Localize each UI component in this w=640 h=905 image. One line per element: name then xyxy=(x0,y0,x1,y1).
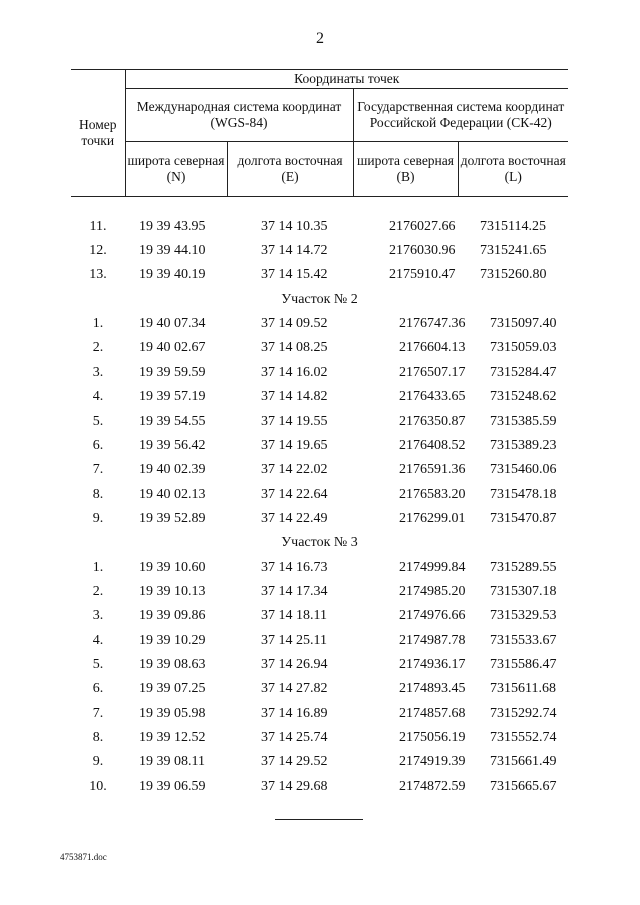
cell-lon-e: 37 14 16.73 xyxy=(261,559,328,575)
table-row xyxy=(71,458,568,482)
cell-lat-b: 2176591.36 xyxy=(399,462,466,478)
cell-lat-b: 2176604.13 xyxy=(399,340,466,356)
cell-lat-n: 19 39 57.19 xyxy=(139,389,206,405)
cell-lat-n: 19 40 07.34 xyxy=(139,316,206,332)
cell-lon-l: 7315248.62 xyxy=(490,389,557,405)
cell-lat-n: 19 39 10.13 xyxy=(139,583,206,599)
cell-lon-l: 7315661.49 xyxy=(490,754,557,770)
cell-lat-b: 2174976.66 xyxy=(399,608,466,624)
cell-lon-e: 37 14 10.35 xyxy=(261,218,328,234)
table-row xyxy=(71,726,568,750)
cell-lat-b: 2176408.52 xyxy=(399,437,466,453)
cell-lat-b: 2174919.39 xyxy=(399,754,466,770)
table-row xyxy=(71,337,568,361)
cell-lat-n: 19 40 02.13 xyxy=(139,486,206,502)
table-row xyxy=(71,653,568,677)
table-row xyxy=(71,434,568,458)
cell-lon-l: 7315478.18 xyxy=(490,486,557,502)
cell-lat-b: 2174987.78 xyxy=(399,632,466,648)
cell-lon-l: 7315329.53 xyxy=(490,608,557,624)
table-row xyxy=(71,580,568,604)
table-row xyxy=(71,312,568,336)
cell-lon-l: 7315292.74 xyxy=(490,705,557,721)
table-row xyxy=(71,361,568,385)
header-point-number: Номер точки xyxy=(71,70,125,197)
cell-lat-n: 19 39 40.19 xyxy=(139,267,206,283)
cell-lon-l: 7315284.47 xyxy=(490,364,557,380)
cell-lat-b: 2174985.20 xyxy=(399,583,466,599)
coordinates-table xyxy=(71,69,568,799)
cell-lat-n: 19 39 59.59 xyxy=(139,364,206,380)
cell-lat-b: 2174893.45 xyxy=(399,681,466,697)
page-number: 2 xyxy=(316,30,324,47)
cell-point-number: 7. xyxy=(92,705,104,721)
cell-lon-l: 7315460.06 xyxy=(490,462,557,478)
cell-lat-n: 19 39 52.89 xyxy=(139,510,206,526)
cell-lon-l: 7315289.55 xyxy=(490,559,557,575)
table-row xyxy=(71,215,568,239)
cell-point-number: 5. xyxy=(92,413,104,429)
cell-lon-e: 37 14 29.52 xyxy=(261,754,328,770)
table-row xyxy=(71,751,568,775)
cell-lat-n: 19 40 02.39 xyxy=(139,462,206,478)
table-row xyxy=(71,385,568,409)
cell-lon-e: 37 14 26.94 xyxy=(261,656,328,672)
cell-lon-l: 7315385.59 xyxy=(490,413,557,429)
cell-lon-e: 37 14 22.49 xyxy=(261,510,328,526)
cell-lon-l: 7315241.65 xyxy=(480,243,547,259)
table-row xyxy=(71,507,568,531)
cell-lat-b: 2174872.59 xyxy=(399,778,466,794)
cell-lon-e: 37 14 16.89 xyxy=(261,705,328,721)
cell-point-number: 1. xyxy=(92,316,104,332)
cell-point-number: 5. xyxy=(92,656,104,672)
cell-point-number: 12. xyxy=(89,243,107,259)
cell-point-number: 13. xyxy=(89,267,107,283)
section-2-heading xyxy=(71,288,568,312)
cell-lon-l: 7315114.25 xyxy=(480,218,546,234)
cell-lat-n: 19 40 02.67 xyxy=(139,340,206,356)
cell-lon-l: 7315611.68 xyxy=(490,681,556,697)
cell-lon-l: 7315059.03 xyxy=(490,340,557,356)
cell-lat-b: 2174857.68 xyxy=(399,705,466,721)
table-row xyxy=(71,605,568,629)
cell-lat-b: 2174999.84 xyxy=(399,559,466,575)
cell-lat-b: 2174936.17 xyxy=(399,656,466,672)
cell-lat-b: 2175056.19 xyxy=(399,729,466,745)
cell-lat-n: 19 39 07.25 xyxy=(139,681,206,697)
header-lat-b: широта северная (B) xyxy=(353,142,458,197)
cell-lon-l: 7315533.67 xyxy=(490,632,557,648)
cell-lon-e: 37 14 09.52 xyxy=(261,316,328,332)
cell-lat-b: 2175910.47 xyxy=(389,267,456,283)
cell-lon-e: 37 14 14.72 xyxy=(261,243,328,259)
cell-lon-e: 37 14 22.64 xyxy=(261,486,328,502)
table-row xyxy=(71,556,568,580)
cell-lon-l: 7315586.47 xyxy=(490,656,557,672)
signature-line xyxy=(275,819,363,820)
cell-point-number: 2. xyxy=(92,340,104,356)
header-lon-e: долгота восточная (E) xyxy=(227,142,353,197)
cell-point-number: 1. xyxy=(92,559,104,575)
cell-lon-e: 37 14 17.34 xyxy=(261,583,328,599)
table-row xyxy=(71,775,568,799)
table-row xyxy=(71,629,568,653)
cell-lon-e: 37 14 25.74 xyxy=(261,729,328,745)
table-header xyxy=(71,70,568,197)
cell-lon-e: 37 14 19.55 xyxy=(261,413,328,429)
section-title: Участок № 2 xyxy=(281,291,358,307)
cell-point-number: 8. xyxy=(92,486,104,502)
cell-lat-n: 19 39 43.95 xyxy=(139,218,206,234)
cell-lon-e: 37 14 29.68 xyxy=(261,778,328,794)
table-row xyxy=(71,264,568,288)
header-lat-n: широта северная (N) xyxy=(125,142,227,197)
table-body xyxy=(71,197,568,800)
header-coordinates: Координаты точек xyxy=(125,70,568,89)
cell-lon-e: 37 14 08.25 xyxy=(261,340,328,356)
cell-lat-b: 2176350.87 xyxy=(399,413,466,429)
cell-lon-l: 7315470.87 xyxy=(490,510,557,526)
cell-point-number: 8. xyxy=(92,729,104,745)
cell-lat-n: 19 39 44.10 xyxy=(139,243,206,259)
cell-lat-n: 19 39 08.63 xyxy=(139,656,206,672)
cell-lat-b: 2176507.17 xyxy=(399,364,466,380)
cell-point-number: 4. xyxy=(92,389,104,405)
cell-lat-b: 2176747.36 xyxy=(399,316,466,332)
cell-lon-e: 37 14 25.11 xyxy=(261,632,327,648)
header-sk42: Государственная система координат Российской Федерации (СК-42) xyxy=(353,89,568,142)
cell-point-number: 3. xyxy=(92,608,104,624)
table-row xyxy=(71,239,568,263)
cell-lon-l: 7315552.74 xyxy=(490,729,557,745)
cell-lat-n: 19 39 56.42 xyxy=(139,437,206,453)
cell-lat-b: 2176027.66 xyxy=(389,218,456,234)
cell-lon-e: 37 14 15.42 xyxy=(261,267,328,283)
cell-lat-n: 19 39 10.29 xyxy=(139,632,206,648)
cell-lon-l: 7315260.80 xyxy=(480,267,547,283)
cell-lon-e: 37 14 22.02 xyxy=(261,462,328,478)
cell-lon-e: 37 14 19.65 xyxy=(261,437,328,453)
cell-lat-n: 19 39 05.98 xyxy=(139,705,206,721)
cell-lat-n: 19 39 09.86 xyxy=(139,608,206,624)
cell-point-number: 9. xyxy=(92,510,104,526)
document-id: 4753871.doc xyxy=(60,852,107,862)
cell-point-number: 4. xyxy=(92,632,104,648)
cell-point-number: 9. xyxy=(92,754,104,770)
cell-lon-l: 7315665.67 xyxy=(490,778,557,794)
cell-lat-n: 19 39 54.55 xyxy=(139,413,206,429)
cell-point-number: 6. xyxy=(92,681,104,697)
cell-point-number: 10. xyxy=(89,778,107,794)
cell-lat-b: 2176299.01 xyxy=(399,510,466,526)
table-row xyxy=(71,678,568,702)
cell-lat-n: 19 39 12.52 xyxy=(139,729,206,745)
cell-lon-l: 7315389.23 xyxy=(490,437,557,453)
cell-lat-b: 2176433.65 xyxy=(399,389,466,405)
cell-point-number: 6. xyxy=(92,437,104,453)
cell-lat-b: 2176583.20 xyxy=(399,486,466,502)
cell-lat-n: 19 39 10.60 xyxy=(139,559,206,575)
table-row xyxy=(71,410,568,434)
cell-lon-l: 7315307.18 xyxy=(490,583,557,599)
section-3-heading xyxy=(71,531,568,555)
header-wgs84: Международная система координат (WGS-84) xyxy=(125,89,353,142)
cell-lon-e: 37 14 27.82 xyxy=(261,681,328,697)
cell-lat-n: 19 39 08.11 xyxy=(139,754,205,770)
cell-lon-l: 7315097.40 xyxy=(490,316,557,332)
cell-point-number: 2. xyxy=(92,583,104,599)
cell-lon-e: 37 14 14.82 xyxy=(261,389,328,405)
cell-point-number: 7. xyxy=(92,462,104,478)
header-lon-l: долгота восточная (L) xyxy=(458,142,568,197)
cell-lat-b: 2176030.96 xyxy=(389,243,456,259)
table-row xyxy=(71,483,568,507)
cell-point-number: 11. xyxy=(89,218,107,234)
table-row xyxy=(71,702,568,726)
cell-lon-e: 37 14 16.02 xyxy=(261,364,328,380)
cell-lat-n: 19 39 06.59 xyxy=(139,778,206,794)
cell-lon-e: 37 14 18.11 xyxy=(261,608,327,624)
cell-point-number: 3. xyxy=(92,364,104,380)
section-title: Участок № 3 xyxy=(281,535,358,551)
